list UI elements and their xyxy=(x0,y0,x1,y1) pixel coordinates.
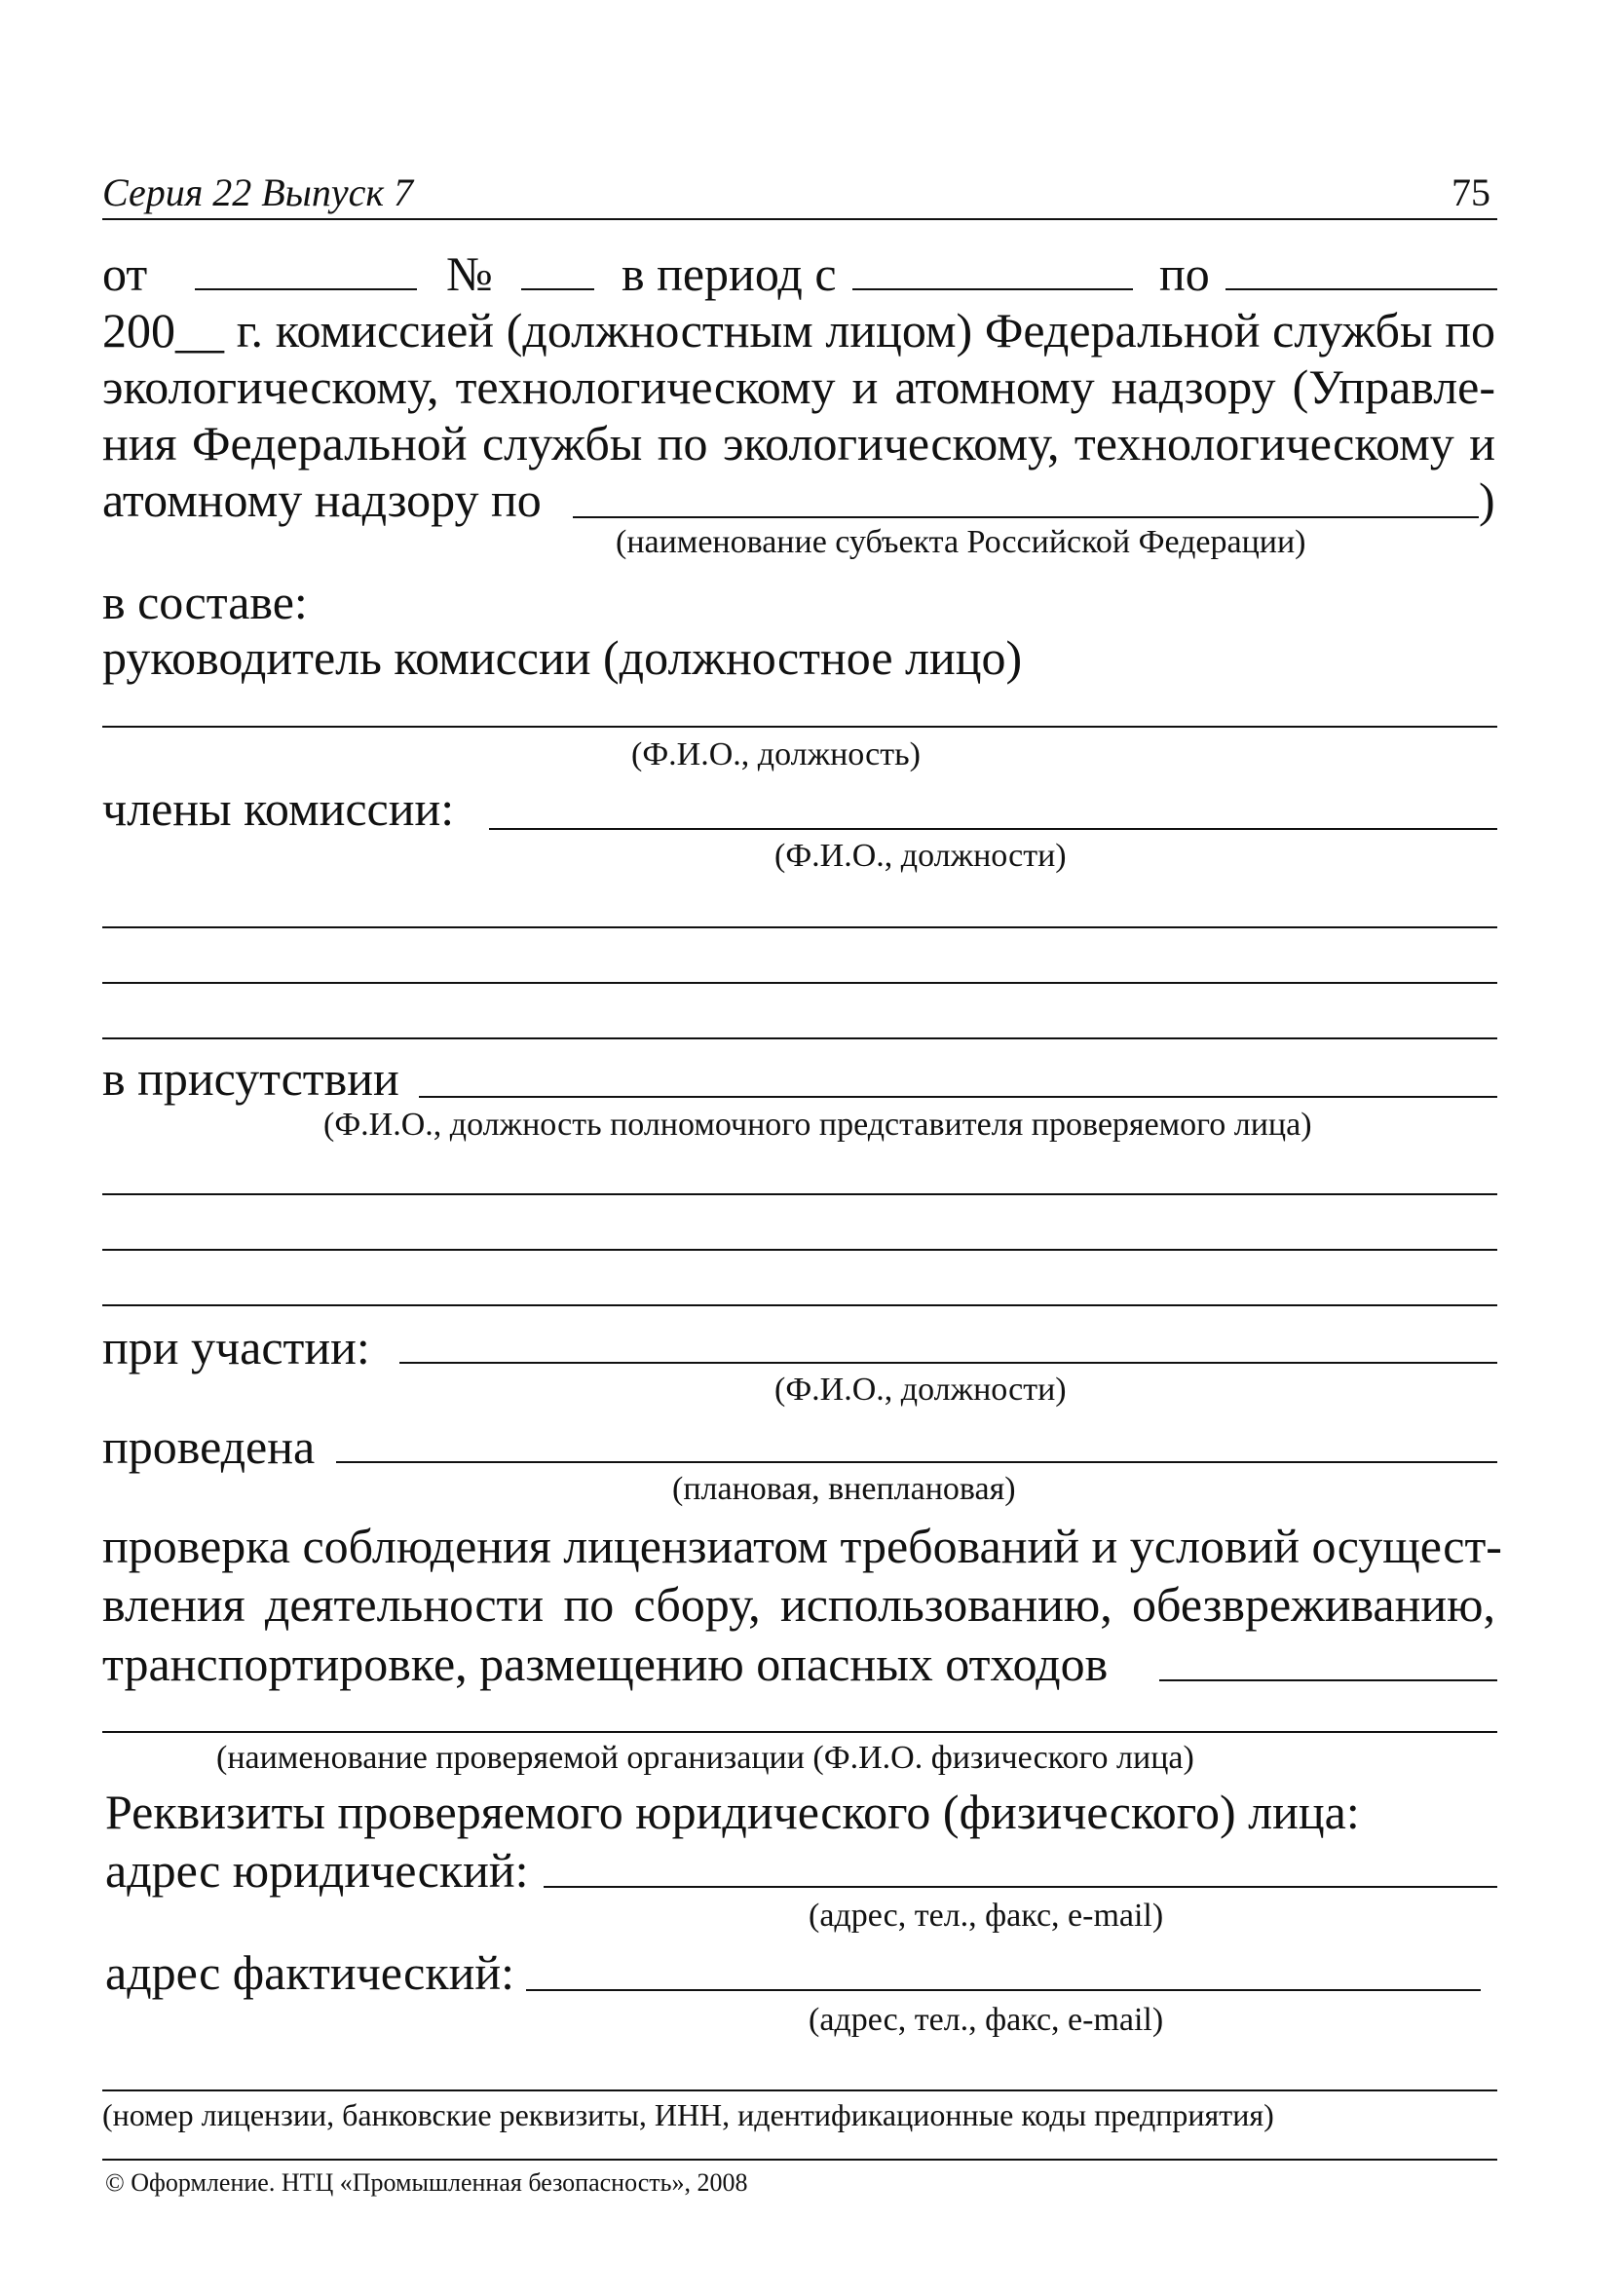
period-from-label: в период с xyxy=(622,246,837,301)
series-label: Серия 22 Выпуск 7 xyxy=(102,170,414,214)
head-label: руководитель комиссии (должностное лицо) xyxy=(102,630,1023,685)
members-blank-2 xyxy=(102,926,1497,928)
legal-address-label: адрес юридический: xyxy=(105,1843,529,1898)
supervision-label: атомному надзору по xyxy=(102,472,542,527)
period-to-label: по xyxy=(1159,246,1210,301)
members-blank-3 xyxy=(102,982,1497,984)
caption-members: (Ф.И.О., должности) xyxy=(774,838,1067,874)
inspection-line-1: проверка соблюдения лицензиатом требований и условий осущест- xyxy=(102,1519,1502,1573)
organization-blank xyxy=(102,1731,1497,1733)
inspection-line-2: вления деятельности по сбору, использованию, обезвреживанию, xyxy=(102,1577,1495,1632)
caption-presence: (Ф.И.О., должность полномочного представителя проверяемого лица) xyxy=(323,1107,1312,1143)
actual-address-blank xyxy=(526,1989,1481,1991)
page-number: 75 xyxy=(1451,170,1490,214)
running-header xyxy=(102,170,414,214)
caption-organization: (наименование проверяемой организации (Ф.И.О. физического лица) xyxy=(216,1740,1194,1776)
number-sign: № xyxy=(446,246,493,301)
members-blank-4 xyxy=(102,1037,1497,1039)
presence-blank-2 xyxy=(102,1193,1497,1195)
presence-blank-3 xyxy=(102,1249,1497,1251)
header-rule xyxy=(102,218,1497,220)
presence-label: в присутствии xyxy=(102,1051,399,1106)
number-blank xyxy=(521,288,594,290)
date-from-label: от xyxy=(102,246,148,301)
period-from-blank xyxy=(852,288,1133,290)
caption-head: (Ф.И.О., должность) xyxy=(631,736,921,772)
footer-rule xyxy=(102,2159,1497,2161)
copyright: © Оформление. НТЦ «Промышленная безопасность», 2008 xyxy=(105,2168,748,2197)
caption-conducted: (плановая, внеплановая) xyxy=(672,1471,1016,1507)
body-line-3: экологическому, технологическому и атомному надзору (Управле- xyxy=(102,359,1495,414)
actual-address-label: адрес фактический: xyxy=(105,1945,515,2000)
period-to-blank xyxy=(1225,288,1497,290)
legal-address-blank xyxy=(544,1886,1497,1888)
body-line-4: ния Федеральной службы по экологическому, технологическому и xyxy=(102,416,1495,470)
organization-blank-inline xyxy=(1159,1679,1497,1681)
conducted-blank xyxy=(336,1461,1497,1463)
composition-label: в составе: xyxy=(102,575,308,629)
members-blank xyxy=(489,828,1497,830)
members-label: члены комиссии: xyxy=(102,781,455,836)
caption-participation: (Ф.И.О., должности) xyxy=(774,1372,1067,1408)
participation-blank xyxy=(399,1362,1497,1364)
requisites-title: Реквизиты проверяемого юридического (физического) лица: xyxy=(105,1785,1360,1839)
caption-license: (номер лицензии, банковские реквизиты, ИНН, идентификационные коды предприятия) xyxy=(102,2097,1274,2132)
date-from-blank xyxy=(195,288,417,290)
caption-subject: (наименование субъекта Российской Федерации) xyxy=(616,524,1306,560)
license-blank xyxy=(102,2089,1497,2091)
caption-actual-address: (адрес, тел., факс, e-mail) xyxy=(809,2002,1164,2038)
caption-legal-address: (адрес, тел., факс, e-mail) xyxy=(809,1898,1164,1934)
participation-label: при участии: xyxy=(102,1320,370,1374)
presence-blank-4 xyxy=(102,1304,1497,1306)
closing-paren: ) xyxy=(1479,472,1495,527)
presence-blank xyxy=(419,1096,1497,1098)
inspection-line-3: транспортировке, размещению опасных отходов xyxy=(102,1637,1109,1691)
body-line-2: 200__ г. комиссией (должностным лицом) Федеральной службы по xyxy=(102,303,1495,358)
subject-blank xyxy=(573,516,1479,518)
conducted-label: проведена xyxy=(102,1419,316,1474)
head-blank xyxy=(102,726,1497,728)
